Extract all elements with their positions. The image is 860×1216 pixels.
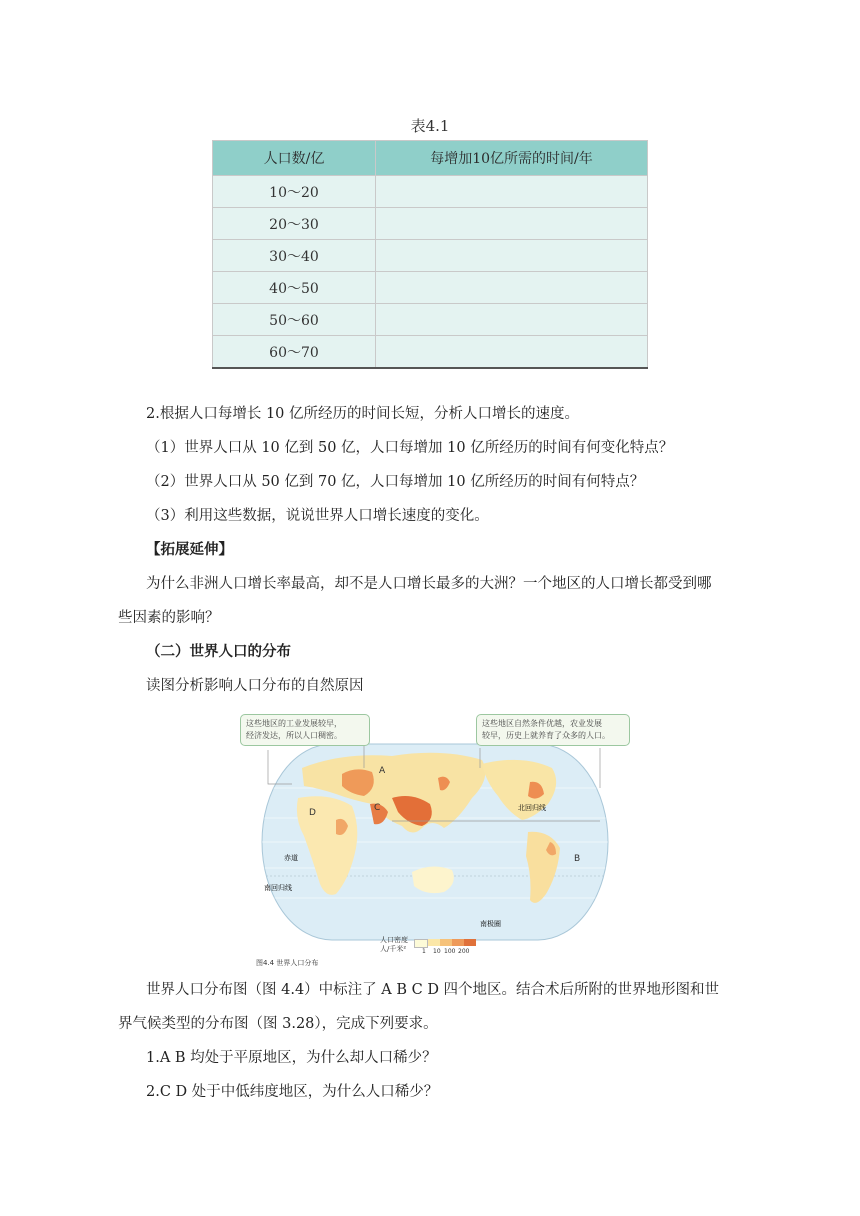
legend-swatch <box>440 939 452 946</box>
legend-swatch <box>452 939 464 946</box>
callout-agriculture-line1: 这些地区自然条件优越，农业发展 <box>482 719 602 728</box>
callout-agriculture <box>476 714 630 746</box>
legend-swatch <box>428 939 440 946</box>
legend-tick: 100 <box>444 948 456 955</box>
map-region-c: C <box>374 803 381 813</box>
table-cell-range: 60～70 <box>213 336 376 369</box>
section-heading: （二）世界人口的分布 <box>146 644 291 660</box>
legend-swatches <box>414 939 476 948</box>
extension-line1: 为什么非洲人口增长率最高，却不是人口增长最多的大洲？一个地区的人口增长都受到哪 <box>146 576 712 592</box>
table-cell-years[interactable] <box>376 208 648 240</box>
closing-question-1: 1.A B 均处于平原地区，为什么却人口稀少？ <box>146 1050 437 1066</box>
question-2-title: 2.根据人口每增长 10 亿所经历的时间长短，分析人口增长的速度。 <box>146 406 580 422</box>
legend-swatch <box>414 939 428 948</box>
table-cell-range: 40～50 <box>213 272 376 304</box>
extension-heading: 【拓展延伸】 <box>146 542 233 558</box>
question-2-sub3: （3）利用这些数据，说说世界人口增长速度的变化。 <box>146 508 489 524</box>
map-region-a: A <box>379 766 386 776</box>
question-2-sub2: （2）世界人口从 50 亿到 70 亿，人口每增加 10 亿所经历的时间有何特点？ <box>146 474 645 490</box>
map-label-equator: 赤道 <box>284 854 298 862</box>
closing-question-2: 2.C D 处于中低纬度地区，为什么人口稀少？ <box>146 1084 439 1100</box>
population-table <box>212 140 648 369</box>
table-cell-years[interactable] <box>376 336 648 369</box>
table-cell-years[interactable] <box>376 240 648 272</box>
map-label-tropic-north: 北回归线 <box>518 804 546 812</box>
legend-tick: 10 <box>433 948 441 955</box>
legend-tick: 200 <box>458 948 470 955</box>
table-caption: 表4.1 <box>410 117 450 135</box>
table-row <box>213 240 648 272</box>
legend-title-line2: 人/千米² <box>380 945 407 953</box>
table-header-population: 人口数/亿 <box>213 141 376 176</box>
legend-title <box>380 936 408 954</box>
table-cell-range: 20～30 <box>213 208 376 240</box>
map-region-d: D <box>309 808 316 818</box>
table-row <box>213 208 648 240</box>
table-cell-years[interactable] <box>376 304 648 336</box>
table-header-years: 每增加10亿所需的时间/年 <box>376 141 648 176</box>
callout-industry-line2: 经济发达，所以人口稠密。 <box>246 731 342 740</box>
table-cell-range: 30～40 <box>213 240 376 272</box>
callout-agriculture-line2: 较早，历史上就养育了众多的人口。 <box>482 731 610 740</box>
table-row <box>213 176 648 208</box>
map-caption: 图4.4 世界人口分布 <box>256 959 319 967</box>
section-intro: 读图分析影响人口分布的自然原因 <box>146 678 364 694</box>
closing-line2: 界气候类型的分布图（图 3.28），完成下列要求。 <box>118 1016 438 1032</box>
map-label-tropic: 南回归线 <box>264 884 292 892</box>
world-population-map <box>232 708 640 970</box>
callout-industry-line1: 这些地区的工业发展较早， <box>246 719 342 728</box>
table-cell-years[interactable] <box>376 176 648 208</box>
legend-swatch <box>464 939 476 946</box>
legend-title-line1: 人口密度 <box>380 936 408 944</box>
question-2-sub1: （1）世界人口从 10 亿到 50 亿，人口每增加 10 亿所经历的时间有何变化特点？ <box>146 440 674 456</box>
callout-industry <box>240 714 370 746</box>
world-map-graphic <box>232 708 640 970</box>
table-cell-range: 50～60 <box>213 304 376 336</box>
closing-line1: 世界人口分布图（图 4.4）中标注了 A B C D 四个地区。结合术后所附的世界地形图和世 <box>146 982 720 998</box>
table-row <box>213 304 648 336</box>
table-cell-range: 10～20 <box>213 176 376 208</box>
table-cell-years[interactable] <box>376 272 648 304</box>
extension-line2: 些因素的影响？ <box>118 610 220 626</box>
table-row <box>213 336 648 369</box>
map-region-b: B <box>574 854 581 864</box>
map-label-antarctic: 南极圈 <box>480 920 501 928</box>
legend-tick: 1 <box>422 948 426 955</box>
table-row <box>213 272 648 304</box>
